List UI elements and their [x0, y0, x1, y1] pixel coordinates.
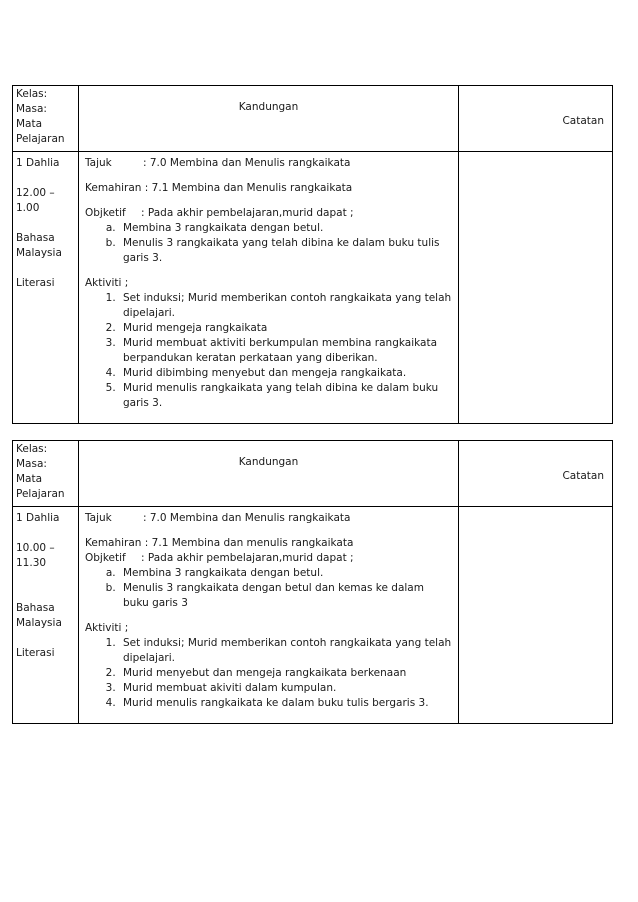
- objectives-list: [85, 221, 452, 266]
- header-catatan: Catatan: [459, 441, 613, 507]
- tajuk-line: [85, 511, 452, 526]
- header-kandungan: Kandungan: [79, 86, 459, 152]
- content-row: [13, 507, 613, 724]
- header-row: [13, 86, 613, 152]
- objective-item: b. Menulis 3 rangkaikata dengan betul dan kemas ke dalam buku garis 3: [119, 581, 452, 611]
- time-start: 10.00 –: [16, 542, 55, 554]
- lesson-plan-table-1: [12, 85, 613, 424]
- header-kandungan: Kandungan: [79, 441, 459, 507]
- objective-item: b. Menulis 3 rangkaikata yang telah dibina ke dalam buku tulis garis 3.: [119, 236, 452, 266]
- activity-item: 3. Murid membuat aktiviti berkumpulan membina rangkaikata berpandukan keratan perkataan yang diberikan.: [119, 336, 452, 366]
- content-cell: [79, 507, 459, 724]
- header-kelas: Kelas:: [16, 88, 48, 100]
- header-mata: Mata: [16, 118, 43, 130]
- header-pelajaran: Pelajaran: [16, 488, 65, 500]
- tajuk-value: : 7.0 Membina dan Menulis rangkaikata: [143, 512, 351, 524]
- side-info-cell: [13, 507, 79, 724]
- header-masa: Masa:: [16, 103, 47, 115]
- objektif-label: Objketif: [85, 207, 126, 219]
- objektif-line: [85, 551, 452, 566]
- activities-list: [85, 291, 452, 411]
- objektif-label: Objketif: [85, 552, 126, 564]
- time-end: 11.30: [16, 557, 47, 569]
- tajuk-line: [85, 156, 452, 171]
- subject-line-2: Malaysia: [16, 247, 62, 259]
- objective-item: a. Membina 3 rangkaikata dengan betul.: [119, 566, 452, 581]
- catatan-cell: [459, 507, 613, 724]
- header-masa: Masa:: [16, 458, 47, 470]
- side-info-cell: [13, 152, 79, 424]
- objectives-list: [85, 566, 452, 611]
- content-row: [13, 152, 613, 424]
- header-mata: Mata: [16, 473, 43, 485]
- subject-line-1: Bahasa: [16, 232, 55, 244]
- activity-item: 4. Murid menulis rangkaikata ke dalam buku tulis bergaris 3.: [119, 696, 452, 711]
- focus: Literasi: [16, 277, 55, 289]
- header-left-cell: [13, 86, 79, 152]
- time-end: 1.00: [16, 202, 40, 214]
- subject-line-2: Malaysia: [16, 617, 62, 629]
- kemahiran-line: Kemahiran : 7.1 Membina dan menulis rangkaikata: [85, 537, 354, 549]
- objektif-value: : Pada akhir pembelajaran,murid dapat ;: [141, 207, 354, 219]
- objektif-line: [85, 206, 452, 221]
- activity-item: 5. Murid menulis rangkaikata yang telah dibina ke dalam buku garis 3.: [119, 381, 452, 411]
- header-kelas: Kelas:: [16, 443, 48, 455]
- tajuk-label: Tajuk: [85, 157, 112, 169]
- header-row: [13, 441, 613, 507]
- content-cell: [79, 152, 459, 424]
- catatan-cell: [459, 152, 613, 424]
- activity-item: 2. Murid menyebut dan mengeja rangkaikata berkenaan: [119, 666, 452, 681]
- header-left-cell: [13, 441, 79, 507]
- class-name: 1 Dahlia: [16, 512, 60, 524]
- subject-line-1: Bahasa: [16, 602, 55, 614]
- activity-item: 2. Murid mengeja rangkaikata: [119, 321, 452, 336]
- activity-item: 4. Murid dibimbing menyebut dan mengeja rangkaikata.: [119, 366, 452, 381]
- activity-item: 3. Murid membuat akiviti dalam kumpulan.: [119, 681, 452, 696]
- time-start: 12.00 –: [16, 187, 55, 199]
- kemahiran-line: Kemahiran : 7.1 Membina dan Menulis rangkaikata: [85, 182, 353, 194]
- objektif-value: : Pada akhir pembelajaran,murid dapat ;: [141, 552, 354, 564]
- aktiviti-label: Aktiviti ;: [85, 277, 129, 289]
- aktiviti-label: Aktiviti ;: [85, 622, 129, 634]
- class-name: 1 Dahlia: [16, 157, 60, 169]
- focus: Literasi: [16, 647, 55, 659]
- activity-item: 1. Set induksi; Murid memberikan contoh rangkaikata yang telah dipelajari.: [119, 636, 452, 666]
- lesson-plan-table-2: [12, 440, 613, 724]
- header-pelajaran: Pelajaran: [16, 133, 65, 145]
- activities-list: [85, 636, 452, 711]
- activity-item: 1. Set induksi; Murid memberikan contoh rangkaikata yang telah dipelajari.: [119, 291, 452, 321]
- objective-item: a. Membina 3 rangkaikata dengan betul.: [119, 221, 452, 236]
- tajuk-label: Tajuk: [85, 512, 112, 524]
- tajuk-value: : 7.0 Membina dan Menulis rangkaikata: [143, 157, 351, 169]
- header-catatan: Catatan: [459, 86, 613, 152]
